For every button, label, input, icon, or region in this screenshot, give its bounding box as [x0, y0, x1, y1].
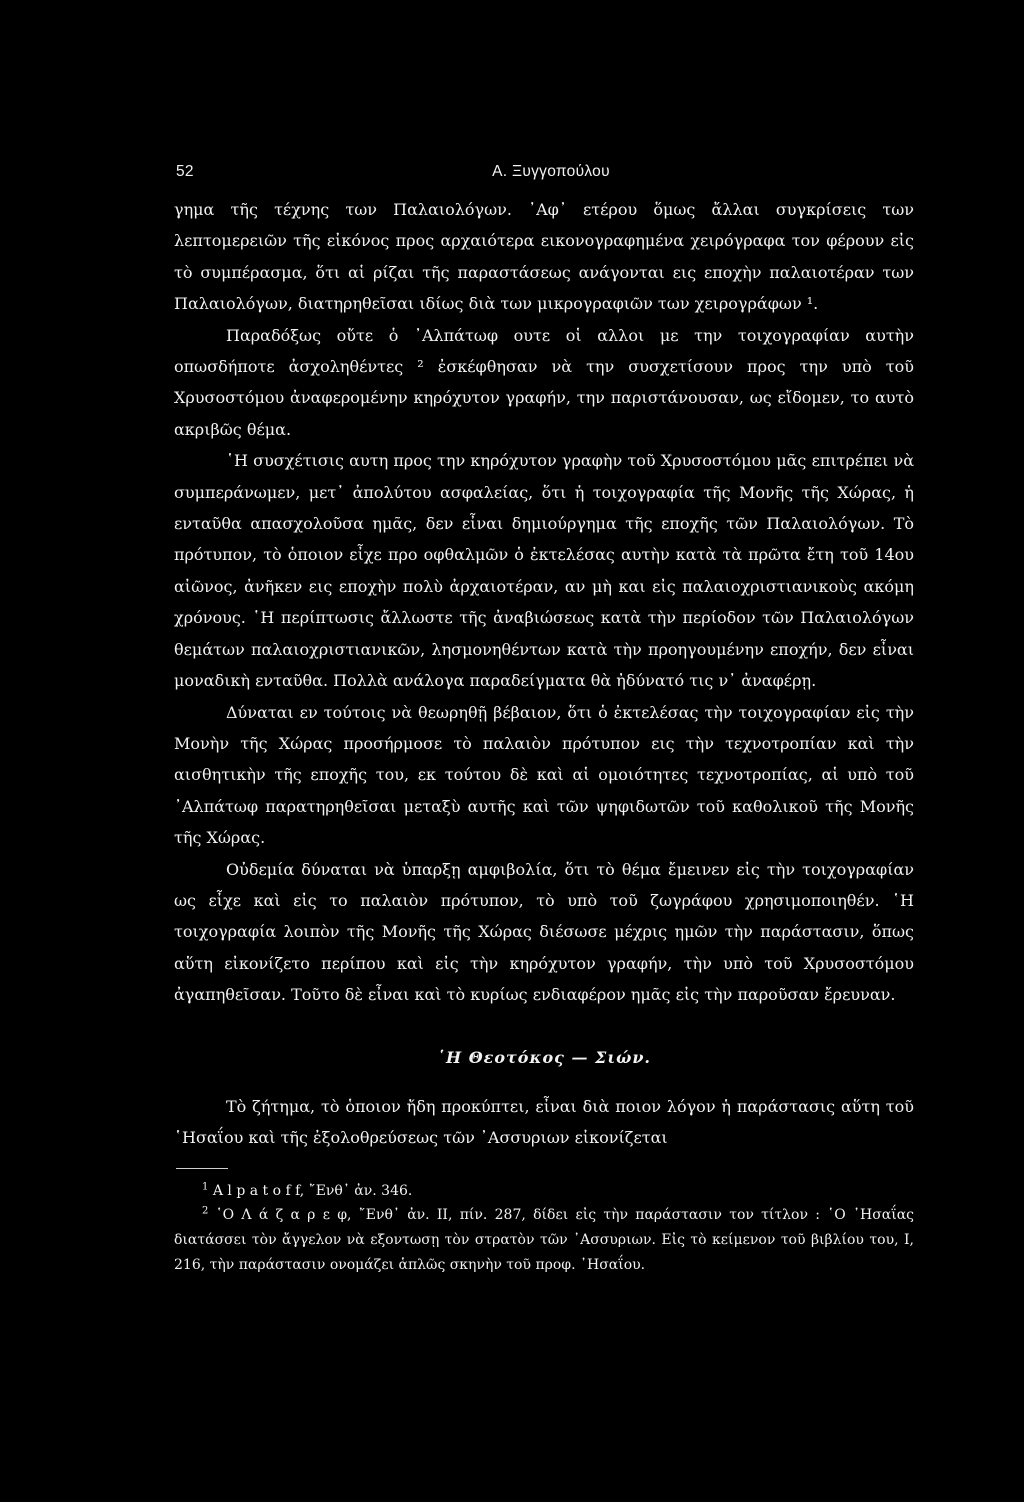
body-paragraph: Δύναται εν τούτοις νὰ θεωρηθῇ βέβαιον, ὅτι ὁ ἐκτελέσας τὴν τοιχογραφίαν εἰς τὴν Μονὴν τῆς Χώρας προσήρμοσε τὸ παλαιὸν πρότυπον εις τὴν τεχνοτροπίαν καὶ τὴν αισθητικὴν τῆς εποχῆς του, εκ τούτου δὲ καὶ αἱ ομοιότητες τεχνοτροπίας, αἱ υπὸ τοῦ ᾿Αλπάτωφ παρατηρηθεῖσαι μεταξὺ αυτῆς καὶ τῶν ψηφιδωτῶν τοῦ καθολικοῦ τῆς Μονῆς τῆς Χώρας.	[174, 702, 914, 848]
footnote-mark: 2	[202, 1205, 209, 1217]
footnote-1	[174, 1179, 914, 1204]
body-paragraph: Οὐδεμία δύναται νὰ ὑπαρξῃ αμφιβολία, ὅτι τὸ θέμα ἔμεινεν εἰς τὴν τοιχογραφίαν ως εἶχε καὶ εἰς το παλαιὸν πρότυπον, τὸ υπὸ τοῦ ζωγράφου χρησιμοποιηθέν. ῾Η τοιχογραφία λοιπὸν τῆς Μονῆς τῆς Χώρας διέσωσε μέχρις ημῶν τὴν παράστασιν, ὅπως αὕτη εἰκονίζετο περίπου καὶ εἰς τὴν κηρόχυτον γραφήν, τὴν υπὸ τοῦ Χρυσοστόμου ἀγαπηθεῖσαν. Τοῦτο δὲ εἶναι καὶ τὸ κυρίως ενδιαφέρον ημᾶς εἰς τὴν παροῦσαν ἔρευναν.	[174, 859, 914, 1005]
page-header	[174, 150, 914, 194]
section-paragraph: Τὸ ζήτημα, τὸ ὁποιον ἤδη προκύπτει, εἶναι διὰ ποιον λόγον ἡ παράστασις αὕτη τοῦ ῾Ησαΐου καὶ τῆς ἐξολοθρεύσεως τῶν ᾿Ασσυριων εἰκονίζεται	[174, 1096, 914, 1148]
footnote-divider	[176, 1168, 228, 1169]
page-number: 52	[176, 163, 194, 180]
footnote-2	[174, 1203, 914, 1277]
body-paragraph: ῾Η συσχέτισις αυτη προς την κηρόχυτον γραφὴν τοῦ Χρυσοστόμου μᾶς επιτρέπει νὰ συμπεράνωμεν, μετ᾿ ἀπολύτου ασφαλείας, ὅτι ἡ τοιχογραφία τῆς Μονῆς τῆς Χώρας, ἡ ενταῦθα απασχολοῦσα ημᾶς, δεν εἶναι δημιούργημα τῆς εποχῆς τῶν Παλαιολόγων. Τὸ πρότυπον, τὸ ὁποιον εἶχε προ οφθαλμῶν ὁ ἐκτελέσας αυτὴν κατὰ τὰ πρῶτα ἔτη τοῦ 14ου αἰῶνος, ἀνῆκεν εις εποχὴν πολὺ ἀρχαιοτέραν, αν μὴ και εἰς παλαιοχριστιανικοὺς ακόμη χρόνους. ῾Η περίπτωσις ἄλλωστε τῆς ἀναβιώσεως κατὰ τὴν περίοδον τῶν Παλαιολόγων θεμάτων παλαιοχριστιανικῶν, λησμονηθέντων κατὰ τὴν προηγουμένην εποχήν, δεν εἶναι μοναδικὴ ενταῦθα. Πολλὰ ανάλογα παραδείγματα θὰ ἠδύνατό τις ν᾿ ἀναφέρῃ.	[174, 451, 914, 691]
book-page	[174, 150, 914, 1277]
body-paragraph: Παραδόξως οὔτε ὁ ᾿Αλπάτωφ ουτε οἱ αλλοι με την τοιχογραφίαν αυτὴν οπωσδήποτε ἀσχοληθέντες ² ἐσκέφθησαν νὰ την συσχετίσουν προς την υπὸ τοῦ Χρυσοστόμου ἀναφερομένην κηρόχυτον γραφήν, την παριστάνουσαν, ως εἴδομεν, το αυτὸ ακριβῶς θέμα.	[174, 325, 914, 439]
running-head-author: Α. Ξυγγοπούλου	[492, 163, 610, 180]
footnote-mark: 1	[202, 1181, 209, 1193]
footnote-text: ῾Ο Λ ά ζ α ρ ε φ, ῎Ενθ᾿ ἀν. II, πίν. 287, δίδει εἰς τὴν παράστασιν τον τίτλον : ῾Ο ᾿Ησαΐας διατάσσει τὸν ἄγγελον νὰ εξοντωσῃ τὸν στρατὸν τῶν ᾿Ασσυριων. Εἰς τὸ κείμενον τοῦ βιβλίου του, I, 216, τὴν παράστασιν ονομάζει ἁπλῶς σκηνὴν τοῦ προφ. ᾿Ησαΐου.	[174, 1207, 915, 1273]
section-heading: ῾Η Θεοτόκος — Σιών.	[437, 1047, 651, 1067]
body-paragraph: γημα τῆς τέχνης των Παλαιολόγων. ᾿Αφ᾿ ετέρου ὅμως ἄλλαι συγκρίσεις των λεπτομερειῶν τῆς εἰκόνος προς αρχαιότερα εικονογραφημένα χειρόγραφα τον φέρουν εἰς τὸ συμπέρασμα, ὅτι αἱ ρίζαι τῆς παραστάσεως ανάγονται εις εποχὴν παλαιοτέραν των Παλαιολόγων, διατηρηθεῖσαι ιδίως διὰ των μικρογραφιῶν των χειρογράφων ¹.	[174, 200, 914, 314]
footnotes	[174, 1179, 914, 1277]
footnote-text: A l p a t o f f, ῎Ενθ᾿ ἀν. 346.	[212, 1182, 413, 1199]
